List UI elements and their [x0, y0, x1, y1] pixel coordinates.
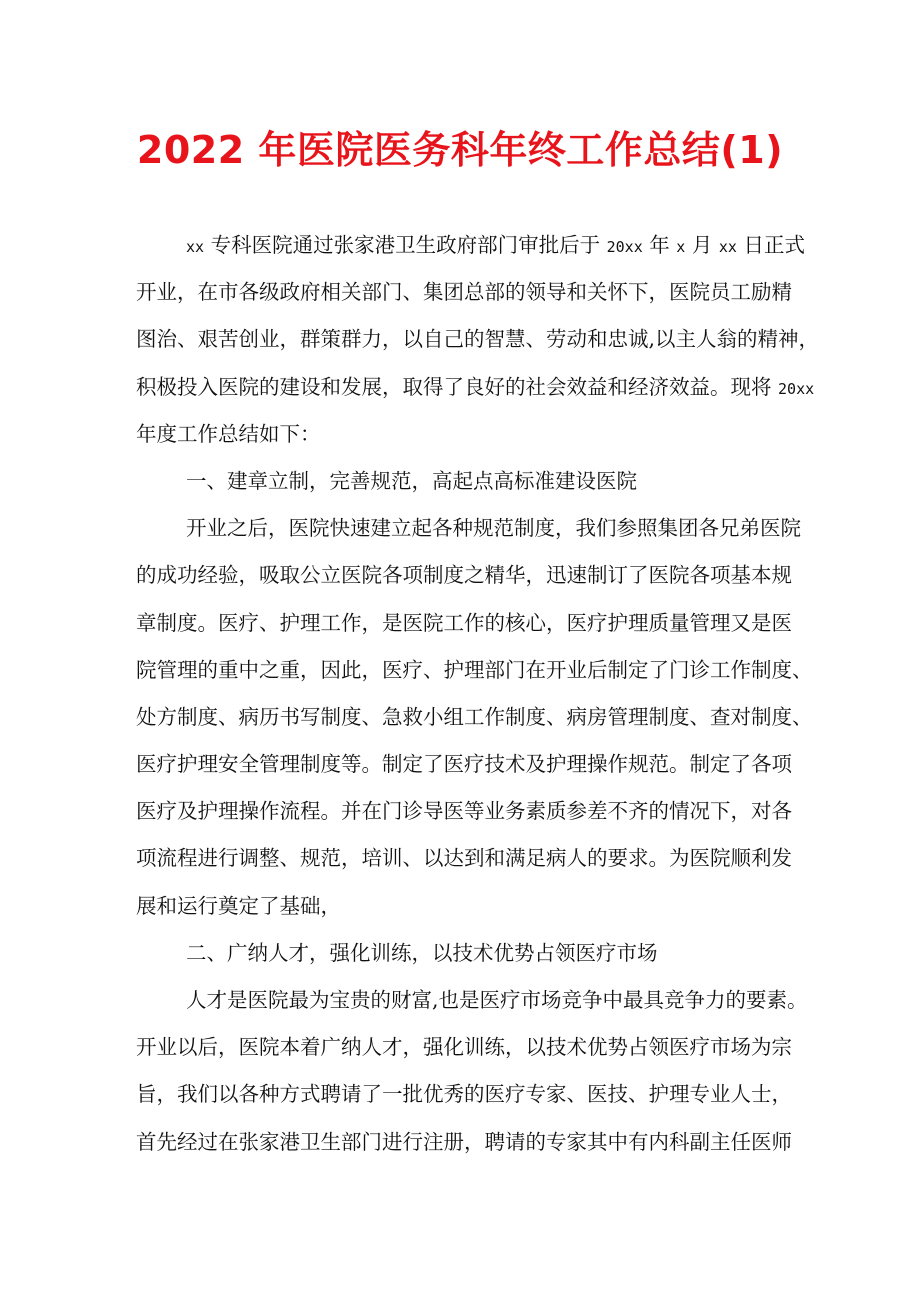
body-text-line: 处方制度、病历书写制度、急救小组工作制度、病房管理制度、查对制度、	[136, 704, 813, 729]
body-text-line: 开业之后，医院快速建立起各种规范制度，我们参照集团各兄弟医院	[186, 516, 801, 541]
body-text-line: 积极投入医院的建设和发展，取得了良好的社会效益和经济效益。现将 20xx	[136, 374, 815, 399]
body-text-line: 开业以后，医院本着广纳人才，强化训练，以技术优势占领医疗市场为宗	[136, 1035, 792, 1060]
document-title: 2022 年医院医务科年终工作总结(1)	[136, 128, 784, 172]
body-text-line: 首先经过在张家港卫生部门进行注册，聘请的专家其中有内科副主任医师	[136, 1129, 792, 1154]
body-text-line: 项流程进行调整、规范，培训、以达到和满足病人的要求。为医院顺利发	[136, 846, 792, 871]
body-text-line: 年度工作总结如下：	[136, 421, 321, 446]
body-text-line: 的成功经验，吸取公立医院各项制度之精华，迅速制订了医院各项基本规	[136, 563, 792, 588]
body-text-line: 章制度。医疗、护理工作，是医院工作的核心，医疗护理质量管理又是医	[136, 610, 792, 635]
body-text-line: xx 专科医院通过张家港卫生政府部门审批后于 20xx 年 x 月 xx 日正式	[186, 233, 805, 257]
body-text-line: 医疗护理安全管理制度等。制定了医疗技术及护理操作规范。制定了各项	[136, 752, 792, 777]
body-text-line: 二、广纳人才，强化训练，以技术优势占领医疗市场	[186, 940, 658, 965]
body-text-line: 医疗及护理操作流程。并在门诊导医等业务素质参差不齐的情况下，对各	[136, 799, 792, 824]
body-text-line: 院管理的重中之重，因此，医疗、护理部门在开业后制定了门诊工作制度、	[136, 657, 813, 682]
body-text-line: 人才是医院最为宝贵的财富,也是医疗市场竞争中最具竞争力的要素。	[186, 988, 808, 1012]
body-text-line: 开业，在市各级政府相关部门、集团总部的领导和关怀下，医院员工励精	[136, 280, 792, 305]
document-body	[136, 222, 820, 1166]
body-text-line: 展和运行奠定了基础，	[136, 893, 341, 918]
body-text-line: 图治、艰苦创业，群策群力，以自己的智慧、劳动和忠诚,以主人翁的精神，	[136, 327, 820, 352]
body-text-line: 一、建章立制，完善规范，高起点高标准建设医院	[186, 468, 637, 493]
body-text-line: 旨，我们以各种方式聘请了一批优秀的医疗专家、医技、护理专业人士，	[136, 1082, 792, 1107]
